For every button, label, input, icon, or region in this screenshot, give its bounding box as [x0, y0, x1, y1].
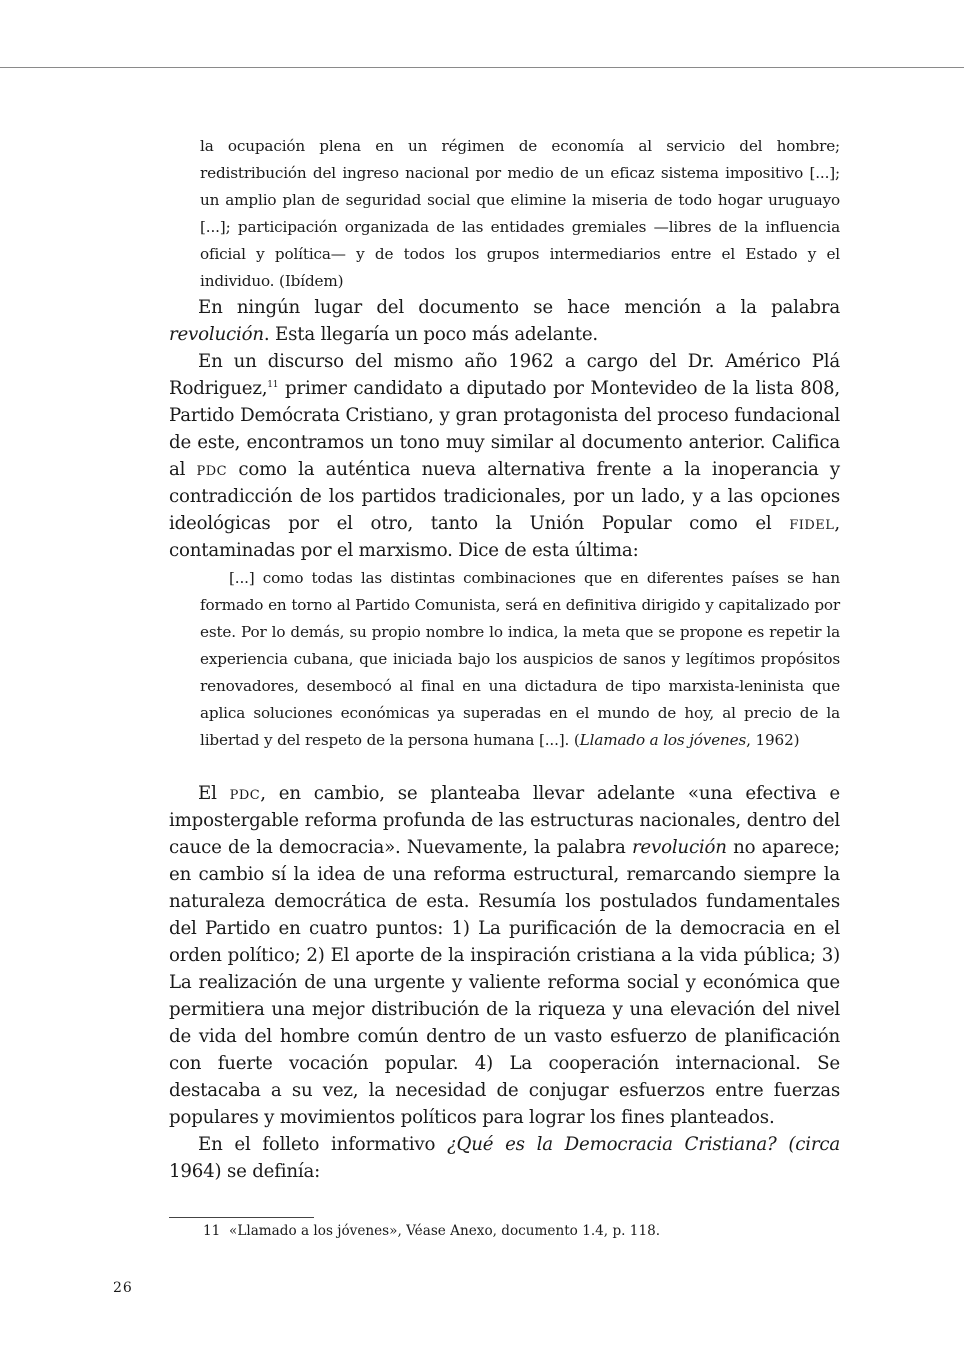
body-text-2 [169, 780, 840, 1185]
footnote-text: «Llamado a los jóvenes», Véase Anexo, documento 1.4, p. 118. [229, 1223, 661, 1239]
paragraph-3-emphasis: revolución [631, 837, 727, 858]
paragraph-1-text-end: . Esta llegaría un poco más adelante. [263, 324, 599, 345]
paragraph-2-text-2: primer candidato a diputado por Montevideo de la lista 808, Partido Demócrata Cristiano, y gran protagonista del proceso fundacional de este, encontramos un tono muy similar al documento anterior. Califica al [169, 378, 840, 480]
footnote-rule [169, 1217, 314, 1218]
page-number: 26 [113, 1280, 133, 1296]
paragraph-2-text-4: , contaminadas por el marxismo. Dice de esta última: [169, 513, 840, 561]
header-rule [0, 67, 964, 68]
abbreviation-pdc: pdc [196, 459, 228, 480]
paragraph-1-text: En ningún lugar del documento se hace mención a la palabra [198, 297, 840, 318]
paragraph-4 [169, 1131, 840, 1185]
paragraph-2-text-3: como la auténtica nueva alternativa frente a la inoperancia y contradicción de los partidos tradicionales, por un lado, y a las opciones ideológicas por el otro, tanto la Unión Popular como el [169, 459, 840, 534]
footnote-reference[interactable]: 11 [267, 379, 279, 390]
paragraph-3-text-3: no aparece; en cambio sí la idea de una reforma estructural, remarcando siempre la naturaleza democrática de esta. Resumía los postulados fundamentales del Partido en cuatro puntos: 1) La purificación de la democracia en el orden político; 2) El aporte de la inspiración cristiana a la vida pública; 3) La realización de una urgente y valiente reforma social y económica que permitiera una mejor distribución de la riqueza y una elevación del nivel de vida del hombre común dentro de un vasto esfuerzo de planificación con fuerte vocación popular. 4) La cooperación internacional. Se destacaba a su vez, la necesidad de conjugar esfuerzos entre fuerzas populares y movimientos políticos para lograr los fines planteados. [169, 837, 840, 1128]
abbreviation-pdc-2: pdc [229, 783, 261, 804]
paragraph-2 [169, 348, 840, 564]
paragraph-3 [169, 780, 840, 1131]
paragraph-1-emphasis: revolución [169, 324, 264, 345]
abbreviation-fidel: fidel [789, 513, 835, 534]
quote-2-paragraph [200, 565, 840, 754]
block-quote-1 [200, 133, 840, 295]
quote-2-citation-year: , 1962) [746, 731, 800, 749]
paragraph-1 [169, 294, 840, 348]
footnote [203, 1220, 660, 1242]
paragraph-4-text-2: 1964) se definía: [169, 1161, 321, 1182]
quote-2-text: [...] como todas las distintas combinaciones que en diferentes países se han formado en torno al Partido Comunista, será en definitiva dirigido y capitalizado por este. Por lo demás, su propio nombre lo indica, la meta que se propone es repetir la experiencia cubana, que iniciada bajo los auspicios de sanos y legítimos propósitos renovadores, desembocó al final en una dictadura de tipo marxista-leninista que aplica soluciones económicas ya superadas en el mundo de hoy, al precio de la libertad y del respeto de la persona humana [...]. ( [200, 569, 840, 749]
paragraph-4-emphasis: ¿Qué es la Democracia Cristiana? (circa [447, 1134, 840, 1155]
body-text-1 [169, 294, 840, 564]
footnote-number: 11 [203, 1223, 221, 1239]
block-quote-2 [200, 565, 840, 754]
paragraph-4-text: En el folleto informativo [198, 1134, 447, 1155]
quote-1-text: la ocupación plena en un régimen de economía al servicio del hombre; redistribución del ingreso nacional por medio de un eficaz sistema impositivo [...]; un amplio plan de seguridad social que elimine la miseria de todo hogar uruguayo [...]; participación organizada de las entidades gremiales —libres de la influencia oficial y política— y de todos los grupos intermediarios entre el Estado y el individuo. (Ibídem) [200, 137, 840, 290]
paragraph-3-text-2: , en cambio, se planteaba llevar adelante «una efectiva e impostergable reforma profunda de las estructuras nacionales, dentro del cauce de la democracia». Nuevamente, la palabra [169, 783, 840, 858]
paragraph-2-text: En un discurso del mismo año 1962 a cargo del Dr. Américo Plá Rodriguez, [169, 351, 840, 399]
paragraph-3-text: El [198, 783, 230, 804]
quote-2-citation: Llamado a los jóvenes [579, 731, 747, 749]
